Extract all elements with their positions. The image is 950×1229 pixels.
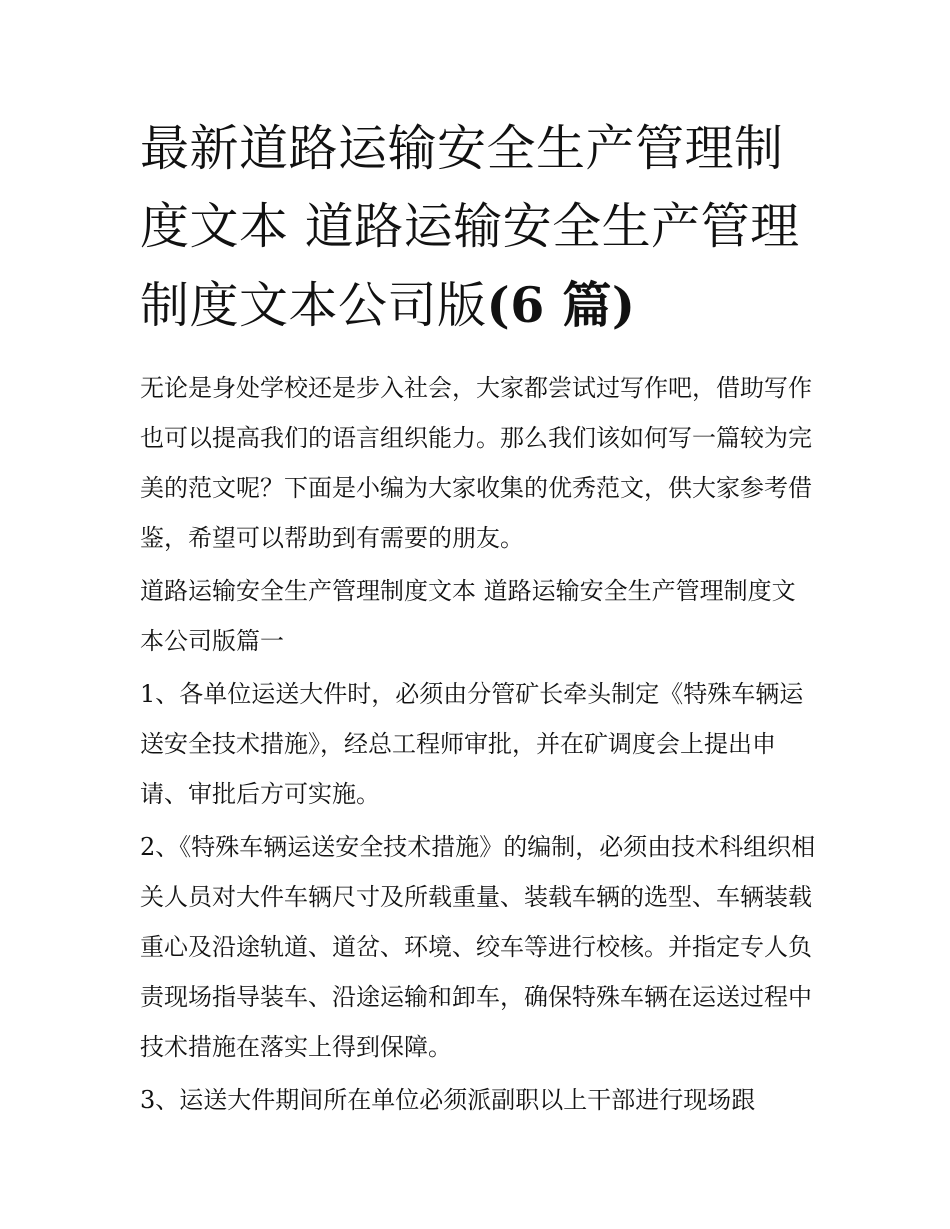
- section-heading: 道路运输安全生产管理制度文本 道路运输安全生产管理制度文本公司版篇一: [140, 577, 796, 655]
- document-title-count: (6 篇): [486, 276, 636, 334]
- document-title: [140, 110, 816, 345]
- list-item: 2、《特殊车辆运送安全技术措施》的编制，必须由技术科组织相关人员对大件车辆尺寸及所载重量、装载车辆的选型、车辆装载重心及沿途轨道、道岔、环境、绞车等进行校核。并指定专人负责现场指导装车、沿途运输和卸车，确保特殊车辆在运送过程中技术措施在落实上得到保障。: [140, 833, 816, 1061]
- document-page: [140, 110, 816, 1125]
- list-item: 1、各单位运送大件时，必须由分管矿长牵头制定《特殊车辆运送安全技术措施》，经总工程师审批，并在矿调度会上提出申请、审批后方可实施。: [140, 680, 804, 808]
- intro-paragraph: 无论是身处学校还是步入社会，大家都尝试过写作吧，借助写作也可以提高我们的语言组织能力。那么我们该如何写一篇较为完美的范文呢？下面是小编为大家收集的优秀范文，供大家参考借鉴，希望可以帮助到有需要的朋友。: [140, 374, 812, 552]
- list-item: 3、运送大件期间所在单位必须派副职以上干部进行现场跟: [140, 1086, 756, 1114]
- document-title-main: 最新道路运输安全生产管理制度文本 道路运输安全生产管理制度文本公司版: [140, 120, 800, 334]
